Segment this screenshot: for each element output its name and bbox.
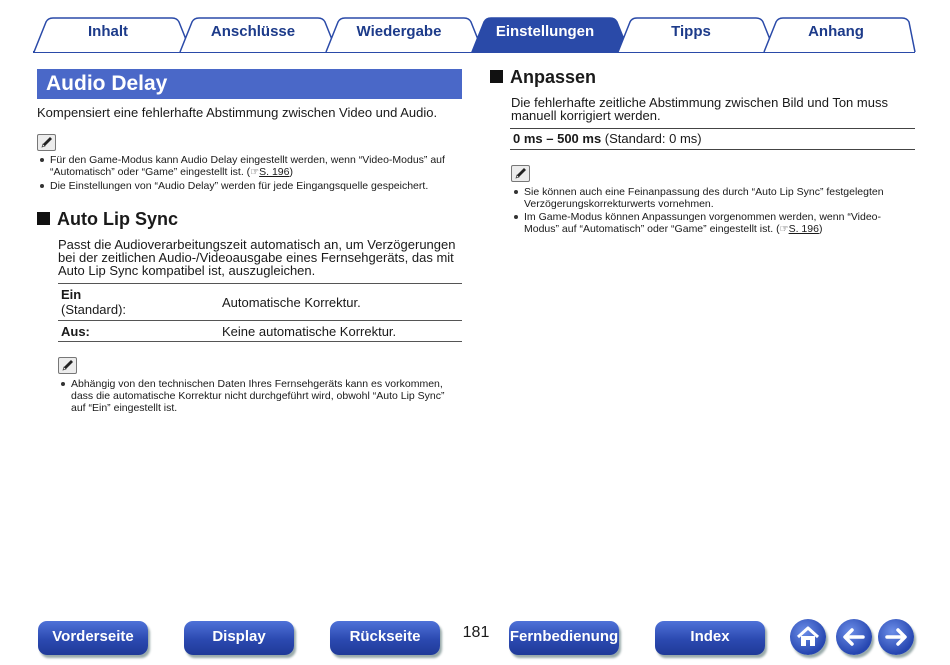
hand-pointer-icon: ☞	[779, 224, 789, 235]
note-text: Die Einstellungen von “Audio Delay” werden für jede Eingangsquelle gespeichert.	[50, 180, 429, 192]
home-button[interactable]	[790, 619, 826, 655]
intro-text: Kompensiert eine fehlerhafte Abstimmung zwischen Video und Audio.	[37, 105, 438, 120]
page-title: Audio Delay	[37, 69, 462, 99]
note-text-close: )	[818, 223, 823, 235]
display-button[interactable]: Display	[184, 621, 294, 655]
section-heading-text: Auto Lip Sync	[57, 209, 178, 229]
section-heading-anpassen	[490, 67, 596, 88]
vorderseite-button[interactable]: Vorderseite	[38, 621, 148, 655]
option-desc: Keine automatische Korrektur.	[222, 323, 397, 339]
auto-lip-sync-description: Passt die Audioverarbeitungszeit automatisch an, um Verzögerungen bei der zeitlichen Audio-/Videoausgabe eines Fernsehgeräts, das mit Auto Lip Sync kompatibel ist, auszugleichen.	[58, 237, 456, 278]
range-values: 0 ms – 500 ms	[513, 131, 602, 146]
anpassen-description: Die fehlerhafte zeitliche Abstimmung zwischen Bild und Ton muss manuell korrigiert werden.	[511, 95, 888, 123]
home-icon	[790, 619, 826, 655]
rueckseite-button[interactable]: Rückseite	[330, 621, 440, 655]
note-text-close: )	[289, 166, 293, 178]
option-desc: Automatische Korrektur.	[222, 294, 361, 310]
option-term-cell	[58, 284, 219, 321]
page-reference-link[interactable]: S. 196	[788, 223, 819, 235]
pencil-note-icon	[511, 165, 530, 182]
tab-bar	[0, 0, 950, 56]
note-text: Für den Game-Modus kann Audio Delay eingestellt werden, wenn “Video-Modus” auf “Automatisch” oder “Game” eingestellt ist. (	[50, 154, 445, 178]
arrow-left-icon	[836, 619, 872, 655]
tab-tipps[interactable]: Tipps	[671, 23, 711, 40]
audio-delay-notes	[37, 154, 462, 193]
fernbedienung-button[interactable]: Fernbedienung	[509, 621, 619, 655]
anpassen-notes	[511, 186, 915, 237]
forward-button[interactable]	[878, 619, 914, 655]
auto-lip-sync-options	[58, 283, 462, 342]
back-button[interactable]	[836, 619, 872, 655]
option-term: Aus:	[61, 323, 90, 339]
auto-lip-sync-notes	[58, 378, 462, 415]
tab-anhang[interactable]: Anhang	[808, 23, 864, 40]
square-bullet-icon	[490, 70, 503, 83]
list-item	[511, 211, 915, 236]
list-item	[37, 154, 462, 179]
table-row	[58, 321, 462, 342]
note-text: Sie können auch eine Feinanpassung des durch “Auto Lip Sync” festgelegten Verzögerungskorrekturwerts vornehmen.	[524, 186, 884, 210]
list-item	[511, 186, 915, 210]
section-heading-text: Anpassen	[510, 67, 597, 87]
section-heading-auto-lip-sync	[37, 209, 178, 230]
option-sub: (Standard):	[61, 302, 127, 317]
note-text: Abhängig von den technischen Daten Ihres Fernsehgeräts kann es vorkommen, dass die automatische Korrektur nicht durchgeführt wird, obwohl “Auto Lip Sync” auf “Ein” eingestellt ist.	[71, 378, 445, 414]
page-reference-link[interactable]: S. 196	[259, 166, 290, 178]
note-text: Im Game-Modus können Anpassungen vorgenommen werden, wenn “Video-Modus” auf “Automatisch” oder “Game” eingestellt ist. (	[524, 211, 882, 235]
tab-anschluesse[interactable]: Anschlüsse	[210, 23, 296, 40]
page-number: 181	[462, 624, 490, 641]
option-term: Ein	[61, 287, 82, 302]
hand-pointer-icon: ☞	[250, 167, 260, 178]
list-item	[58, 378, 462, 414]
pencil-note-icon	[37, 134, 56, 151]
index-button[interactable]: Index	[655, 621, 765, 655]
pencil-note-icon	[58, 357, 77, 374]
table-row	[58, 284, 462, 321]
arrow-right-icon	[878, 619, 914, 655]
value-range	[510, 128, 915, 150]
tab-inhalt[interactable]: Inhalt	[88, 23, 128, 40]
tab-einstellungen[interactable]: Einstellungen	[495, 23, 595, 40]
list-item	[37, 180, 462, 192]
range-default: (Standard: 0 ms)	[601, 131, 702, 146]
tab-wiedergabe[interactable]: Wiedergabe	[356, 23, 442, 40]
square-bullet-icon	[37, 212, 50, 225]
